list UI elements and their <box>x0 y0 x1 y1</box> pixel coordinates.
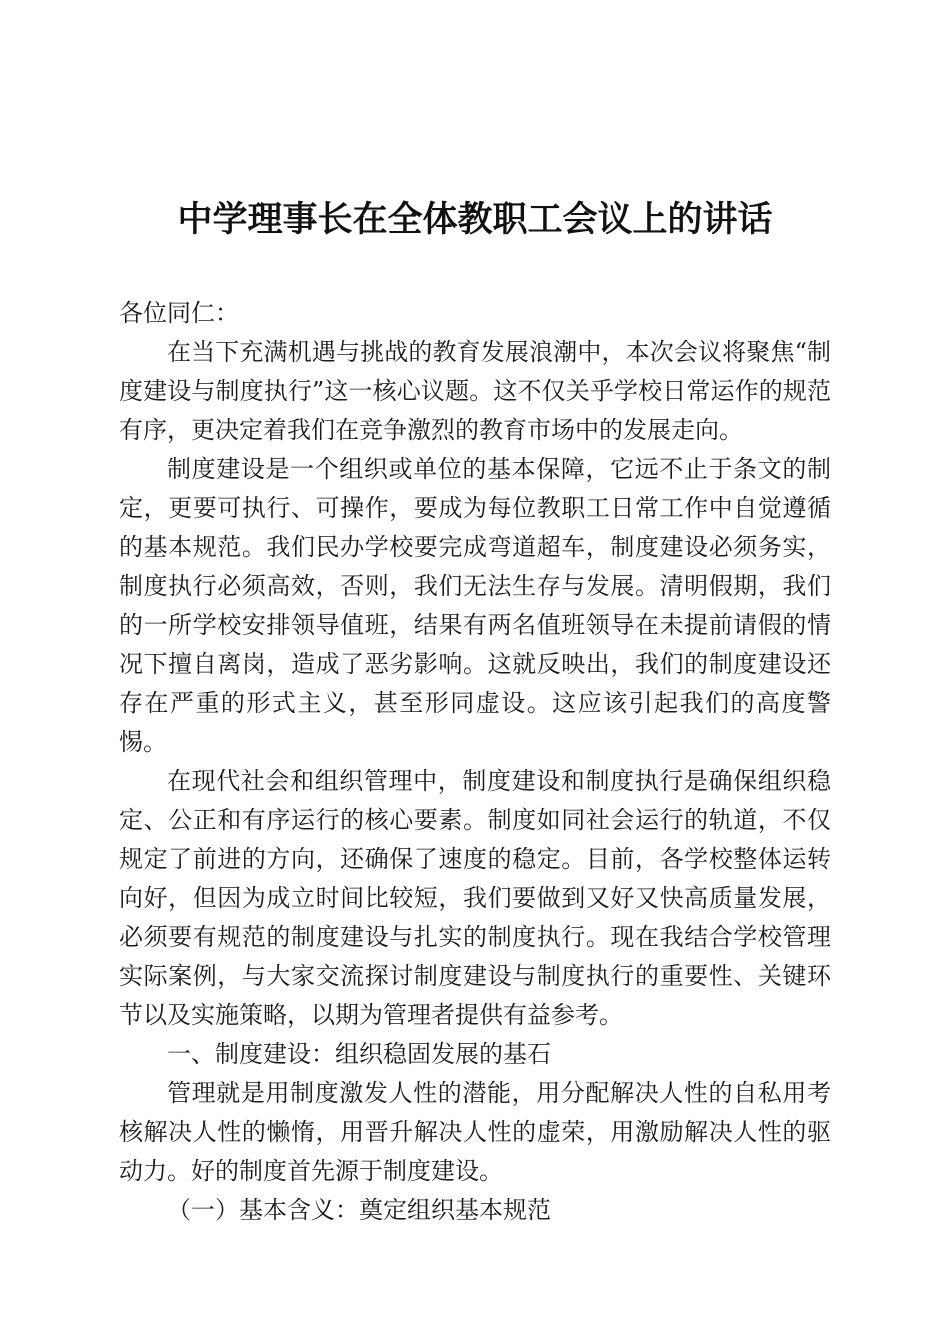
section-heading-1: 一、制度建设：组织稳固发展的基石 <box>167 1040 551 1068</box>
paragraph-modern-management: 在现代社会和组织管理中，制度建设和制度执行是确保组织稳定、公正和有序运行的核心要素。制度如同社会运行的轨道，不仅规定了前进的方向，还确保了速度的稳定。目前，各学校整体运转向好，但因为成立时间比较短，我们要做到又好又快高质量发展，必须要有规范的制度建设与扎实的制度执行。现在我结合学校管理实际案例，与大家交流探讨制度建设与制度执行的重要性、关键环节以及实施策略，以期为管理者提供有益参考。 <box>119 767 831 1029</box>
subsection-heading-1: （一）基本含义：奠定组织基本规范 <box>167 1196 551 1224</box>
paragraph-section-1: 管理就是用制度激发人性的潜能，用分配解决人性的自私用考核解决人性的懒惰，用晋升解决人性的虚荣，用激励解决人性的驱动力。好的制度首先源于制度建设。 <box>119 1079 831 1185</box>
paragraph-intro: 在当下充满机遇与挑战的教育发展浪潮中，本次会议将聚焦“制度建设与制度执行”这一核心议题。这不仅关乎学校日常运作的规范有序，更决定着我们在竞争激烈的教育市场中的发展走向。 <box>119 338 831 444</box>
document-title: 中学理事长在全体教职工会议上的讲话 <box>177 199 773 240</box>
paragraph-system-building: 制度建设是一个组织或单位的基本保障，它远不止于条文的制定，更要可执行、可操作，要成为每位教职工日常工作中自觉遵循的基本规范。我们民办学校要完成弯道超车，制度建设必须务实，制度执行必须高效，否则，我们无法生存与发展。清明假期，我们的一所学校安排领导值班，结果有两名值班领导在未提前请假的情况下擅自离岗，造成了恶劣影响。这就反映出，我们的制度建设还存在严重的形式主义，甚至形同虚设。这应该引起我们的高度警惕。 <box>119 455 831 756</box>
document-body <box>119 294 831 1230</box>
salutation: 各位同仁： <box>119 299 239 327</box>
